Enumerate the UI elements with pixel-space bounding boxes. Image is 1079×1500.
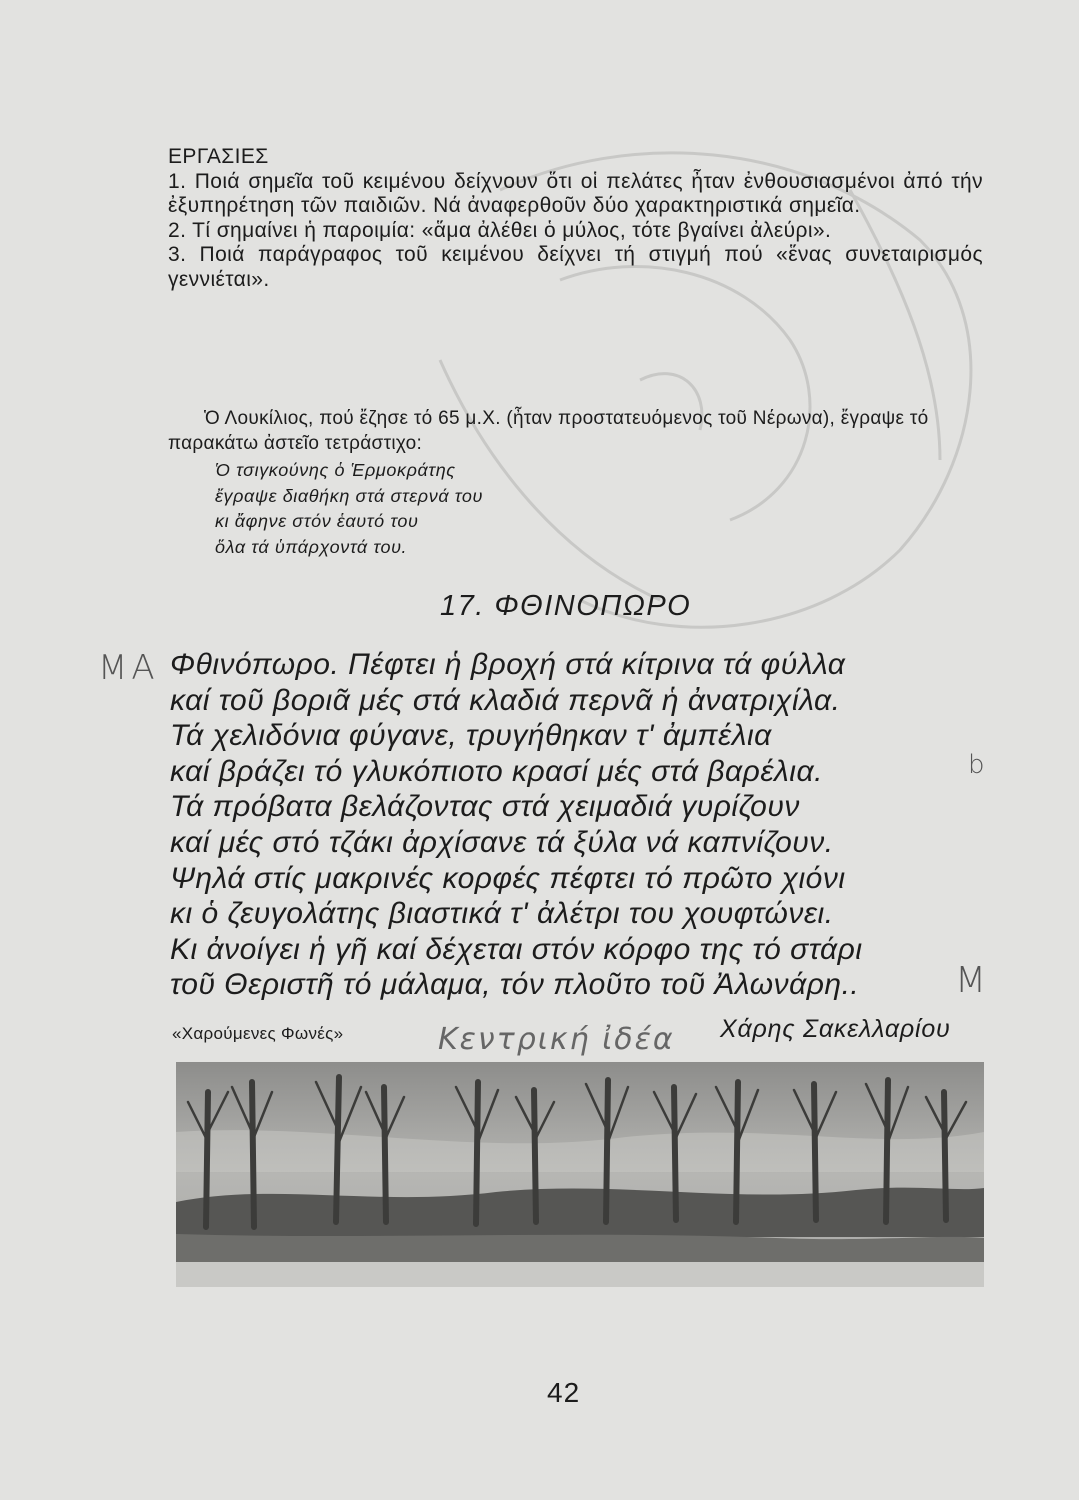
poem-line: τοῦ Θεριστῆ τό μάλαμα, τόν πλοῦτο τοῦ Ἀλωνάρη.. <box>170 968 860 1002</box>
poem-line: Φθινόπωρο. Πέφτει ἡ βροχή στά κίτρινα τά φύλλα <box>170 648 846 681</box>
lucilius-intro <box>168 406 983 456</box>
exercises-heading: ΕΡΓΑΣΙΕΣ <box>168 145 269 168</box>
epigram <box>215 458 715 560</box>
poem-line: κι ὁ ζευγολάτης βιαστικά τ' ἀλέτρι του χουφτώνει. <box>170 897 834 931</box>
epigram-line: κι ἄφηνε στόν ἑαυτό του <box>215 511 419 531</box>
handwritten-line-mark: b <box>968 750 985 780</box>
poem-line: καί τοῦ βοριᾶ μές στά κλαδιά περνᾶ ἡ ἀνατριχίλα. <box>170 683 841 717</box>
poem-source: «Χαρούμενες Φωνές» <box>172 1024 344 1043</box>
epigram-line: ὅλα τά ὑπάρχοντά του. <box>215 536 408 557</box>
poem-line: Ψηλά στίς μακρινές κορφές πέφτει τό πρῶτο χιόνι <box>170 861 846 895</box>
poem-body <box>170 647 990 1003</box>
exercise-item: 1. Ποιά σημεῖα τοῦ κειμένου δείχνουν ὅτι οἱ πελάτες ἦταν ἐνθουσιασμένοι ἀπό τήν ἐξυπηρέτηση τῶν παιδιῶν. Νά ἀναφερθοῦν δύο χαρακτηριστικά σημεῖα. <box>168 169 983 217</box>
poem-author: Χάρης Σακελλαρίου <box>720 1015 951 1043</box>
handwritten-margin-note-right: Μ <box>955 960 987 1001</box>
poem-line: Τά πρόβατα βελάζοντας στά χειμαδιά γυρίζουν <box>170 790 800 824</box>
poem-line: καί βράζει τό γλυκόπιοτο κρασί μές στά βαρέλια. <box>170 754 823 788</box>
handwritten-margin-note: ΜΑ <box>98 648 159 688</box>
poem-line: Κι ἀνοίγει ἡ γῆ καί δέχεται στόν κόρφο της τό στάρι <box>170 932 863 966</box>
exercise-item: 3. Ποιά παράγραφος τοῦ κειμένου δείχνει τή στιγμή πού «ἕνας συνεταιρισμός γεννιέται». <box>168 243 983 291</box>
poem-line: Τά χελιδόνια φύγανε, τρυγήθηκαν τ' ἀμπέλια <box>170 719 772 753</box>
handwritten-note: Κεντρική ἰδέα <box>438 1022 675 1057</box>
exercises-section <box>168 145 983 292</box>
poem-title: 17. ΦΘΙΝΟΠΩΡΟ <box>440 590 692 622</box>
exercise-item: 2. Τί σημαίνει ἡ παροιμία: «ἅμα ἀλέθει ὁ μύλος, τότε βγαίνει ἀλεύρι». <box>168 218 832 242</box>
autumn-trees-illustration <box>176 1062 984 1287</box>
intro-paragraph: Ὁ Λουκίλιος, πού ἔζησε τό 65 μ.Χ. (ἦταν προστατευόμενος τοῦ Νέρωνα), ἔγραψε τό παρακάτω ἀστεῖο τετράστιχο: <box>168 408 929 454</box>
poem-line: καί μές στό τζάκι ἀρχίσανε τά ξύλα νά καπνίζουν. <box>170 825 834 859</box>
epigram-line: Ὁ τσιγκούνης ὁ Ἑρμοκράτης <box>215 460 456 480</box>
epigram-line: ἔγραψε διαθήκη στά στερνά του <box>215 485 483 506</box>
page-number: 42 <box>547 1377 581 1408</box>
